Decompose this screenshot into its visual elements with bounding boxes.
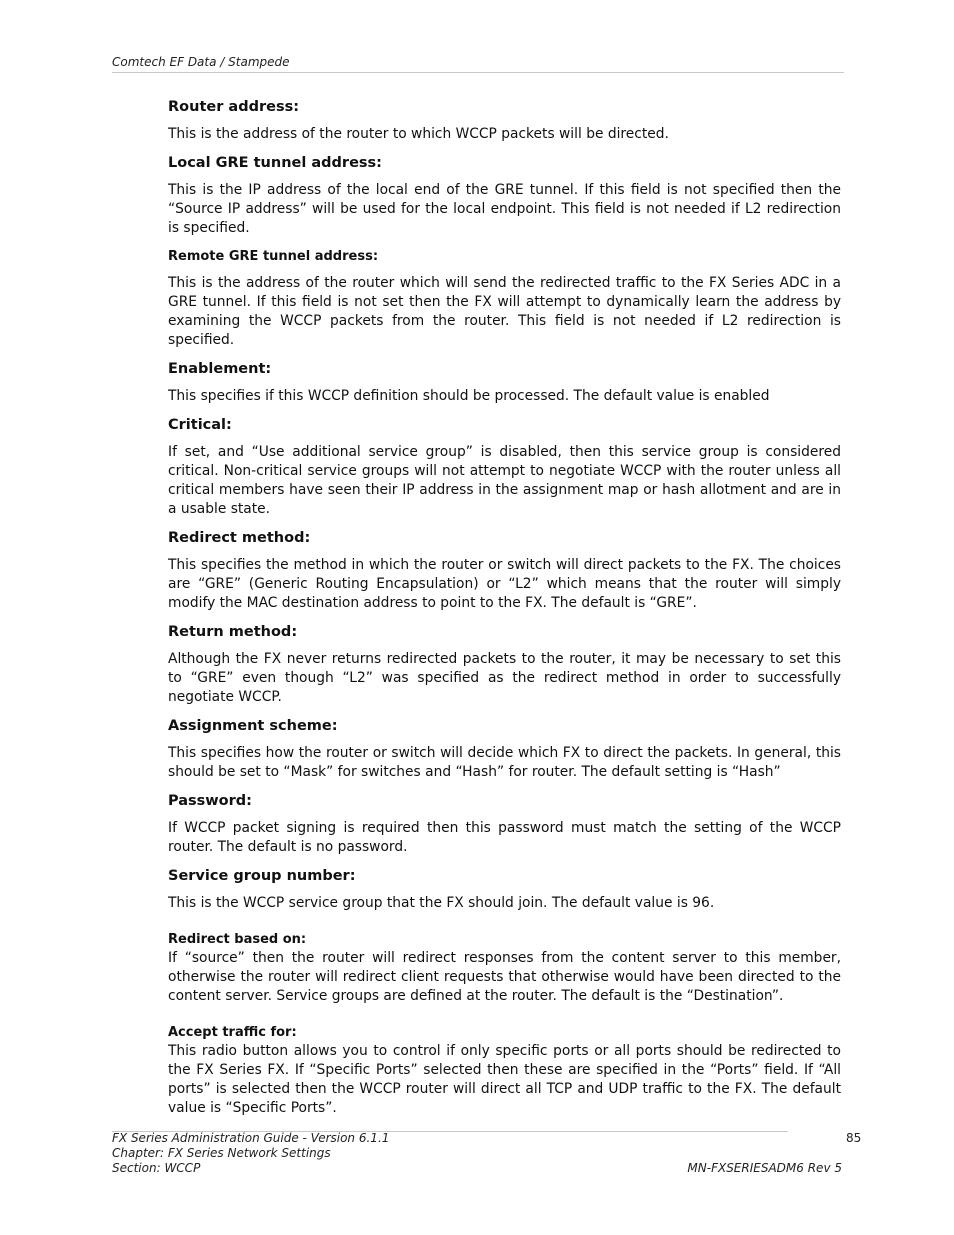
section-heading: Return method:	[168, 624, 298, 640]
section-body: This is the address of the router to which WCCP packets will be directed.	[168, 126, 669, 142]
section-heading: Assignment scheme:	[168, 718, 338, 734]
section-remote-gre	[168, 248, 841, 350]
section-password	[168, 792, 841, 857]
footer-chapter: Chapter: FX Series Network Settings	[112, 1146, 331, 1160]
section-body: This is the IP address of the local end of the GRE tunnel. If this field is not specified then the “Source IP address” will be used for the local endpoint. This field is not needed if L2 redirection is specified.	[168, 182, 841, 236]
section-body: Although the FX never returns redirected packets to the router, it may be necessary to set this to “GRE” even though “L2” was specified as the redirect method in order to successfully negotiate WCCP.	[168, 651, 841, 705]
page-number: 85	[846, 1131, 862, 1145]
section-enablement	[168, 360, 841, 406]
section-body: This is the address of the router which will send the redirected traffic to the FX Series ADC in a GRE tunnel. If this field is not set then the FX will attempt to dynamically learn the address by examining the WCCP packets from the router. This field is not needed if L2 redirection is specified.	[168, 275, 841, 348]
document-body	[168, 98, 841, 1128]
section-body: This specifies the method in which the router or switch will direct packets to the FX. The choices are “GRE” (Generic Routing Encapsulation) or “L2” which means that the router will simply modify the MAC destination address to point to the FX. The default is “GRE”.	[168, 557, 841, 611]
section-body: If “source” then the router will redirect responses from the content server to this member, otherwise the router will redirect client requests that otherwise would have been directed to the content server. Service groups are defined at the router. The default is the “Destination”.	[168, 950, 841, 1004]
section-body: This radio button allows you to control if only specific ports or all ports should be redirected to the FX Series FX. If “Specific Ports” selected then these are specified in the “Ports” field. If “All ports” is selected then the WCCP router will direct all TCP and UDP traffic to the FX. The default value is “Specific Ports”.	[168, 1043, 841, 1116]
spacer	[168, 1016, 841, 1024]
section-heading: Redirect method:	[168, 530, 311, 546]
section-heading: Router address:	[168, 99, 300, 115]
section-heading: Enablement:	[168, 361, 272, 377]
section-redirect-based-on	[168, 931, 841, 1006]
spacer	[168, 923, 841, 931]
section-heading: Password:	[168, 793, 252, 809]
running-header: Comtech EF Data / Stampede	[112, 55, 290, 69]
section-assignment-scheme	[168, 717, 841, 782]
header-divider	[112, 72, 844, 73]
section-body: This specifies how the router or switch will decide which FX to direct the packets. In general, this should be set to “Mask” for switches and “Hash” for router. The default setting is “Hash”	[168, 745, 841, 780]
section-return-method	[168, 623, 841, 707]
section-accept-traffic-for	[168, 1024, 841, 1118]
section-heading: Critical:	[168, 417, 232, 433]
section-heading: Service group number:	[168, 868, 356, 884]
section-service-group-number	[168, 867, 841, 913]
section-body: This specifies if this WCCP definition should be processed. The default value is enabled	[168, 388, 770, 404]
section-router-address	[168, 98, 841, 144]
section-body: If WCCP packet signing is required then this password must match the setting of the WCCP router. The default is no password.	[168, 820, 841, 855]
section-body: If set, and “Use additional service group” is disabled, then this service group is considered critical. Non-critical service groups will not attempt to negotiate WCCP with the router unless all critical members have seen their IP address in the assignment map or hash allotment and are in a usable state.	[168, 444, 841, 517]
footer-guide: FX Series Administration Guide - Version 6.1.1	[112, 1131, 390, 1145]
section-local-gre	[168, 154, 841, 238]
section-body: This is the WCCP service group that the FX should join. The default value is 96.	[168, 895, 715, 911]
footer-info	[112, 1131, 389, 1176]
section-heading: Local GRE tunnel address:	[168, 155, 382, 171]
section-heading: Accept traffic for:	[168, 1025, 297, 1040]
section-heading: Remote GRE tunnel address:	[168, 249, 379, 264]
document-id: MN-FXSERIESADM6 Rev 5	[687, 1161, 842, 1175]
footer-section: Section: WCCP	[112, 1161, 201, 1175]
section-heading: Redirect based on:	[168, 932, 307, 947]
section-redirect-method	[168, 529, 841, 613]
section-critical	[168, 416, 841, 519]
